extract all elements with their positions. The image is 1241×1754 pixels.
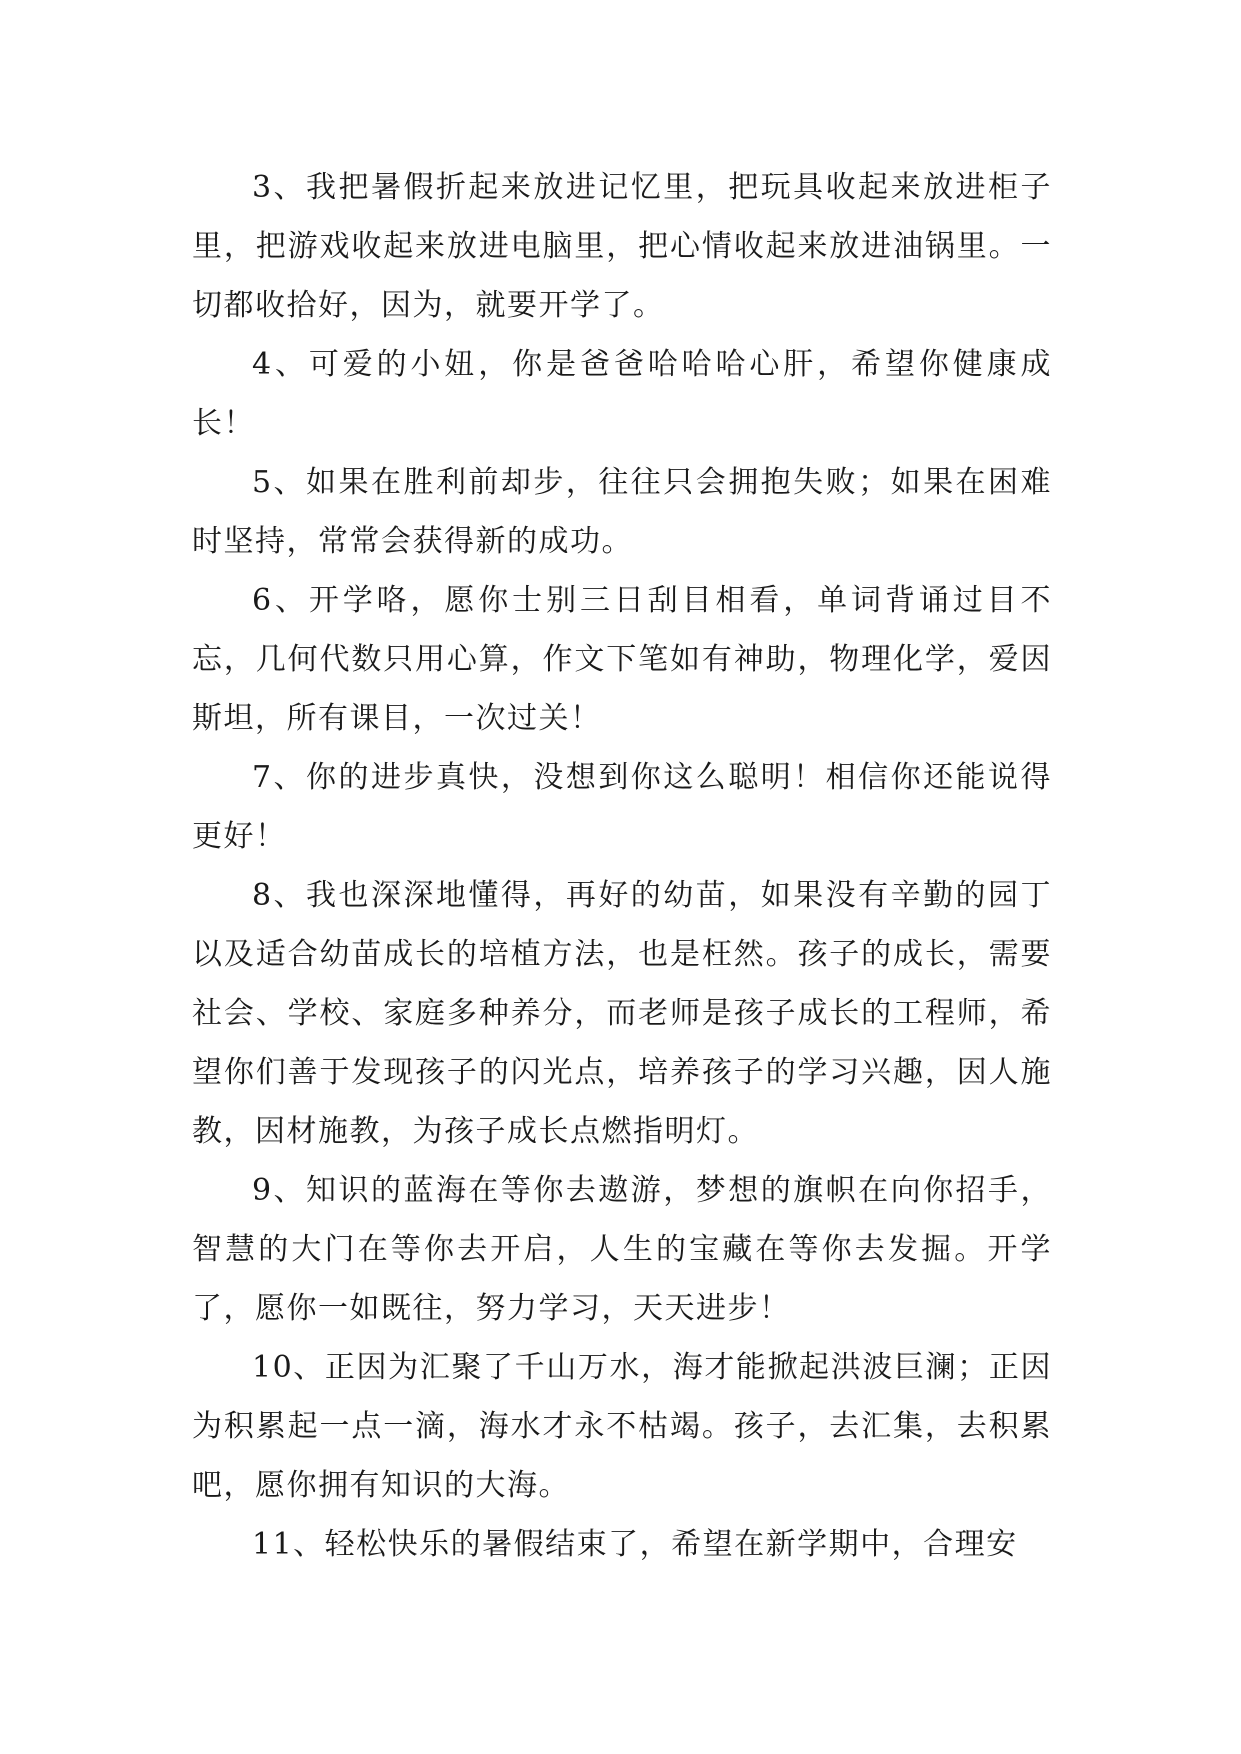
paragraph-10: 10、正因为汇聚了千山万水，海才能掀起洪波巨澜；正因为积累起一点一滴，海水才永不枯竭。孩子，去汇集，去积累吧，愿你拥有知识的大海。 [192,1350,1052,1503]
paragraph-9: 9、知识的蓝海在等你去遨游，梦想的旗帜在向你招手，智慧的大门在等你去开启，人生的宝藏在等你去发掘。开学了，愿你一如既往，努力学习，天天进步！ [192,1173,1052,1326]
paragraph-8: 8、我也深深地懂得，再好的幼苗，如果没有辛勤的园丁以及适合幼苗成长的培植方法，也是枉然。孩子的成长，需要社会、学校、家庭多种养分，而老师是孩子成长的工程师，希望你们善于发现孩子的闪光点，培养孩子的学习兴趣，因人施教，因材施教，为孩子成长点燃指明灯。 [192,878,1052,1149]
paragraph-3: 3、我把暑假折起来放进记忆里，把玩具收起来放进柜子里，把游戏收起来放进电脑里，把心情收起来放进油锅里。一切都收拾好，因为，就要开学了。 [192,170,1052,323]
paragraph-6: 6、开学咯，愿你士别三日刮目相看，单词背诵过目不忘，几何代数只用心算，作文下笔如有神助，物理化学，爱因斯坦，所有课目，一次过关！ [192,583,1052,736]
paragraph-5: 5、如果在胜利前却步，往往只会拥抱失败；如果在困难时坚持，常常会获得新的成功。 [192,465,1052,559]
paragraph-4: 4、可爱的小妞，你是爸爸哈哈哈心肝，希望你健康成长！ [192,347,1052,441]
document-body [192,158,1052,1574]
paragraph-7: 7、你的进步真快，没想到你这么聪明！相信你还能说得更好！ [192,760,1052,854]
paragraph-11: 11、轻松快乐的暑假结束了，希望在新学期中，合理安 [252,1527,1018,1562]
